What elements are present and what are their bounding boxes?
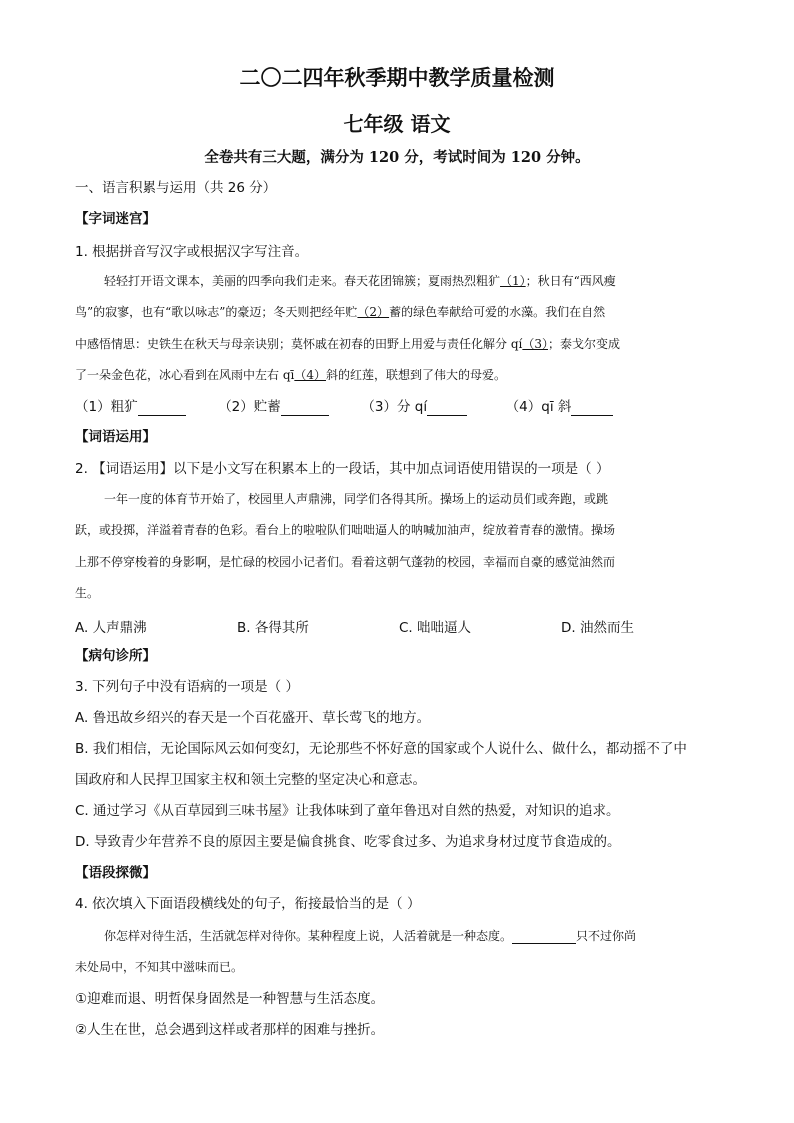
q3-option-a[interactable]: A. 鲁迅故乡绍兴的春天是一个百花盛开、草长莺飞的地方。	[75, 710, 431, 726]
q4-fill-blank[interactable]	[512, 929, 576, 944]
q3-option-c[interactable]: C. 通过学习《从百草园到三味书屋》让我体味到了童年鲁迅对自然的热爱，对知识的追求。	[75, 803, 620, 819]
q1-passage-line4: 了一朵金色花，冰心看到在风雨中左右 qī（4）斜的红莲，联想到了伟大的母爱。	[75, 368, 506, 382]
answer-label-3: （3）分 qí	[361, 399, 428, 415]
q1-stem: 1. 根据拼音写汉字或根据汉字写注音。	[75, 244, 309, 260]
q1-passage-line2: 鸟”的寂寥，也有“歌以咏志”的豪迈；冬天则把经年贮（2）蓄的绿色奉献给可爱的水藻。我们在自然	[75, 305, 606, 319]
q2-option-a[interactable]: A. 人声鼎沸	[75, 620, 147, 636]
answer-blank-1[interactable]	[138, 401, 186, 416]
q1-passage-line1: 轻轻打开语文课本，美丽的四季向我们走来。春天花团锦簇；夏雨热烈粗犷（1）；秋日有“西风瘦	[104, 274, 616, 288]
answer-blank-3[interactable]	[427, 401, 467, 416]
exam-note: 全卷共有三大题，满分为 120 分，考试时间为 120 分钟。	[204, 149, 590, 166]
q1-answer-row	[75, 398, 613, 416]
q3-option-d[interactable]: D. 导致青少年营养不良的原因主要是偏食挑食、吃零食过多、为追求身材过度节食造成的。	[75, 834, 621, 850]
q2-stem: 2. 【词语运用】以下是小文写在积累本上的一段话，其中加点词语使用错误的一项是（ ）	[75, 461, 610, 477]
exam-subtitle: 七年级 语文	[343, 112, 451, 136]
answer-label-1: （1）粗犷	[75, 399, 138, 415]
answer-label-2: （2）贮蓄	[218, 399, 281, 415]
q3-option-b-line2: 国政府和人民捍卫国家主权和领土完整的坚定决心和意志。	[75, 772, 426, 788]
q2-option-b[interactable]: B. 各得其所	[237, 620, 309, 636]
tag-word-maze: 【字词迷宫】	[75, 211, 156, 227]
q4-sentence-1: ①迎难而退、明哲保身固然是一种智慧与生活态度。	[75, 991, 385, 1007]
q4-sentence-2: ②人生在世，总会遇到这样或者那样的困难与挫折。	[75, 1022, 385, 1038]
q2-option-c[interactable]: C. 咄咄逼人	[399, 620, 472, 636]
q4-passage-line1: 你怎样对待生活，生活就怎样对待你。某种程度上说，人活着就是一种态度。 只不过你尚	[104, 929, 637, 943]
q2-passage-line2: 跃，或投掷，洋溢着青春的色彩。看台上的啦啦队们咄咄逼人的呐喊加油声，绽放着青春的激情。操场	[75, 523, 616, 537]
tag-sentence-clinic: 【病句诊所】	[75, 648, 156, 664]
q4-passage-line2: 未处局中，不知其中滋味而已。	[75, 960, 244, 974]
q2-option-d[interactable]: D. 油然而生	[561, 620, 634, 636]
q3-option-b-line1[interactable]: B. 我们相信，无论国际风云如何变幻，无论那些不怀好意的国家或个人说什么、做什么，都动摇不了中	[75, 741, 687, 757]
q2-passage-line1: 一年一度的体育节开始了，校园里人声鼎沸，同学们各得其所。操场上的运动员们或奔跑，或跳	[104, 492, 609, 506]
answer-label-4: （4）qī 斜	[505, 399, 572, 415]
tag-passage-probe: 【语段探微】	[75, 865, 156, 881]
answer-blank-2[interactable]	[281, 401, 329, 416]
q3-stem: 3. 下列句子中没有语病的一项是（ ）	[75, 679, 299, 695]
answer-blank-4[interactable]	[571, 401, 613, 416]
q4-stem: 4. 依次填入下面语段横线处的句子，衔接最恰当的是（ ）	[75, 896, 421, 912]
q2-passage-line4: 生。	[75, 586, 100, 600]
tag-word-use: 【词语运用】	[75, 429, 156, 445]
exam-title: 二〇二四年秋季期中教学质量检测	[239, 65, 555, 90]
section-heading: 一、语言积累与运用（共 26 分）	[75, 180, 277, 196]
q2-passage-line3: 上那不停穿梭着的身影啊，是忙碌的校园小记者们。看着这朝气蓬勃的校园，幸福而自豪的感觉油然而	[75, 555, 616, 569]
q1-passage-line3: 中感悟情思：史铁生在秋天与母亲诀别；莫怀戚在初春的田野上用爱与责任化解分 qí（3）；泰戈尔变成	[75, 337, 620, 351]
